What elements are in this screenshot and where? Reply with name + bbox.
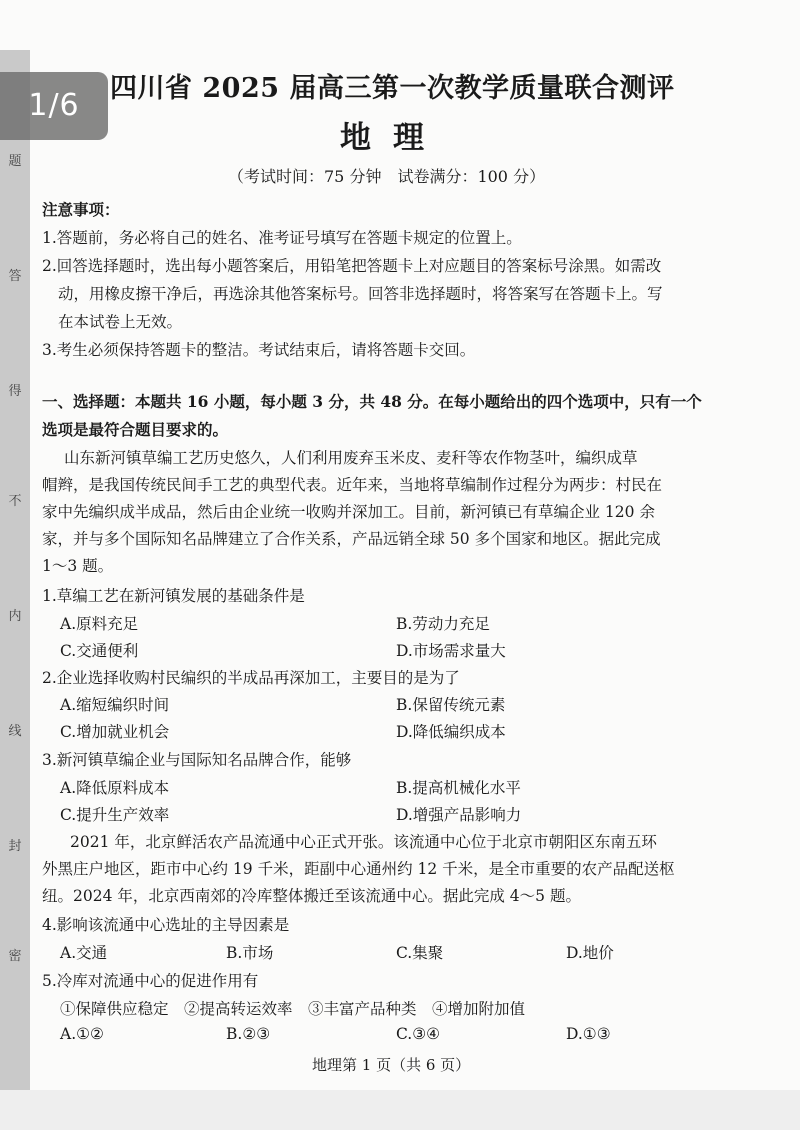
margin-char: 题 [8, 154, 22, 169]
page-counter-badge: 1/6 [0, 72, 108, 140]
binding-margin-strip [0, 50, 30, 1090]
option: C.增加就业机会 [60, 723, 170, 741]
question-stem: 5.冷库对流通中心的促进作用有 [42, 972, 259, 990]
passage-line: 家中先编织成半成品，然后由企业统一收购并深加工。目前，新河镇已有草编企业 120 余 [42, 503, 655, 521]
margin-char: 得 [8, 384, 22, 399]
margin-char: 内 [8, 609, 22, 624]
question-stem: 2.企业选择收购村民编织的半成品再深加工，主要目的是为了 [42, 669, 460, 687]
option: B.②③ [226, 1025, 271, 1043]
margin-char: 不 [8, 494, 22, 509]
section-heading: 一、选择题：本题共 16 小题，每小题 3 分，共 48 分。在每小题给出的四个选项中，只有一个 [42, 392, 702, 411]
passage-line: 2021 年，北京鲜活农产品流通中心正式开张。该流通中心位于北京市朝阳区东南五环 [70, 833, 657, 851]
option: D.地价 [566, 944, 614, 962]
option: D.市场需求量大 [396, 642, 506, 660]
note-item: 2.回答选择题时，选出每小题答案后，用铅笔把答题卡上对应题目的答案标号涂黑。如需改 [42, 257, 662, 275]
margin-char: 答 [8, 269, 22, 284]
exam-title: 四川省 2025 届高三第一次教学质量联合测评 [110, 73, 675, 104]
margin-char: 密 [8, 949, 22, 964]
section-heading: 选项是最符合题目要求的。 [42, 420, 229, 439]
note-item: 动，用橡皮擦干净后，再选涂其他答案标号。回答非选择题时，将答案写在答题卡上。写 [58, 285, 663, 303]
exam-info: （考试时间：75 分钟 试卷满分：100 分） [228, 167, 546, 186]
option: C.集聚 [396, 944, 444, 962]
option: A.缩短编织时间 [60, 696, 170, 714]
passage-line: 纽。2024 年，北京西南郊的冷库整体搬迁至该流通中心。据此完成 4～5 题。 [42, 887, 581, 905]
option: B.提高机械化水平 [396, 779, 521, 797]
option: A.交通 [60, 944, 108, 962]
option: C.③④ [396, 1025, 441, 1043]
option: A.①② [60, 1025, 104, 1043]
option: A.降低原料成本 [60, 779, 170, 797]
note-item: 1.答题前，务必将自己的姓名、准考证号填写在答题卡规定的位置上。 [42, 229, 522, 247]
passage-line: 帽辫，是我国传统民间手工艺的典型代表。近年来，当地将草编制作过程分为两步：村民在 [42, 476, 663, 494]
option: D.①③ [566, 1025, 611, 1043]
option: C.交通便利 [60, 642, 139, 660]
option: A.原料充足 [60, 615, 139, 633]
passage-line: 外黑庄户地区，距市中心约 19 千米，距副中心通州约 12 千米，是全市重要的农产品配送枢 [42, 860, 675, 878]
question-stem: 4.影响该流通中心选址的主导因素是 [42, 916, 290, 934]
passage-line: 山东新河镇草编工艺历史悠久，人们利用废弃玉米皮、麦秆等农作物茎叶，编织成草 [64, 449, 638, 467]
question-stem: 1.草编工艺在新河镇发展的基础条件是 [42, 587, 305, 605]
option: D.降低编织成本 [396, 723, 506, 741]
option: B.市场 [226, 944, 274, 962]
note-item: 在本试卷上无效。 [58, 313, 183, 331]
page-footer: 地理第 1 页（共 6 页） [312, 1056, 471, 1074]
subject-title: 地理 [340, 120, 446, 156]
question-stem: 3.新河镇草编企业与国际知名品牌合作，能够 [42, 751, 352, 769]
passage-line: 家，并与多个国际知名品牌建立了合作关系，产品远销全球 50 多个国家和地区。据此完成 [42, 530, 661, 548]
note-item: 3.考生必须保持答题卡的整洁。考试结束后，请将答题卡交回。 [42, 341, 476, 359]
option: C.提升生产效率 [60, 806, 170, 824]
option: B.保留传统元素 [396, 696, 506, 714]
margin-char: 封 [8, 839, 22, 854]
statement-list: ①保障供应稳定 ②提高转运效率 ③丰富产品种类 ④增加附加值 [60, 1000, 526, 1018]
option: D.增强产品影响力 [396, 806, 522, 824]
option: B.劳动力充足 [396, 615, 490, 633]
notes-heading: 注意事项： [42, 200, 120, 219]
margin-char: 线 [8, 724, 22, 739]
bottom-band [0, 1090, 800, 1130]
passage-line: 1～3 题。 [42, 557, 114, 575]
